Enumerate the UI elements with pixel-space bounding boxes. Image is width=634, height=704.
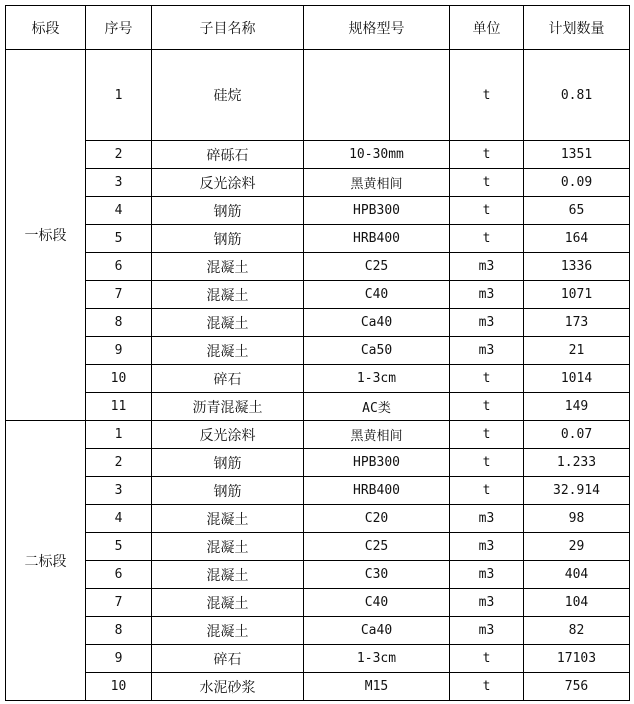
item-name-cell: 混凝土: [152, 561, 304, 589]
header-row: [6, 6, 630, 50]
unit-cell: t: [450, 197, 524, 225]
table-row: [6, 169, 630, 197]
unit-cell: t: [450, 365, 524, 393]
quantity-cell: 1336: [524, 253, 630, 281]
row-number-cell: 7: [86, 281, 152, 309]
quantity-cell: 98: [524, 505, 630, 533]
header-item-name: 子目名称: [152, 6, 304, 50]
table-row: [6, 561, 630, 589]
row-number-cell: 5: [86, 533, 152, 561]
row-number-cell: 6: [86, 561, 152, 589]
row-number-cell: 3: [86, 477, 152, 505]
spec-cell: 黑黄相间: [304, 169, 450, 197]
row-number-cell: 11: [86, 393, 152, 421]
spec-cell: HRB400: [304, 477, 450, 505]
unit-cell: m3: [450, 589, 524, 617]
quantity-cell: 149: [524, 393, 630, 421]
quantity-cell: 173: [524, 309, 630, 337]
spec-cell: 10-30mm: [304, 141, 450, 169]
table-row: [6, 421, 630, 449]
spec-cell: C30: [304, 561, 450, 589]
unit-cell: t: [450, 393, 524, 421]
header-unit: 单位: [450, 6, 524, 50]
item-name-cell: 反光涂料: [152, 169, 304, 197]
row-number-cell: 2: [86, 141, 152, 169]
table-row: [6, 337, 630, 365]
quantity-cell: 0.81: [524, 50, 630, 141]
table-body: [6, 50, 630, 701]
item-name-cell: 钢筋: [152, 449, 304, 477]
unit-cell: t: [450, 449, 524, 477]
header-quantity: 计划数量: [524, 6, 630, 50]
header-spec: 规格型号: [304, 6, 450, 50]
item-name-cell: 碎砾石: [152, 141, 304, 169]
spec-cell: AC类: [304, 393, 450, 421]
table-row: [6, 393, 630, 421]
unit-cell: t: [450, 421, 524, 449]
header-section: 标段: [6, 6, 86, 50]
table-row: [6, 197, 630, 225]
unit-cell: t: [450, 225, 524, 253]
row-number-cell: 9: [86, 645, 152, 673]
quantity-cell: 1014: [524, 365, 630, 393]
item-name-cell: 混凝土: [152, 617, 304, 645]
row-number-cell: 10: [86, 365, 152, 393]
item-name-cell: 混凝土: [152, 337, 304, 365]
unit-cell: m3: [450, 533, 524, 561]
row-number-cell: 4: [86, 197, 152, 225]
row-number-cell: 8: [86, 617, 152, 645]
row-number-cell: 3: [86, 169, 152, 197]
table-row: [6, 50, 630, 141]
spec-cell: Ca50: [304, 337, 450, 365]
item-name-cell: 钢筋: [152, 225, 304, 253]
item-name-cell: 混凝土: [152, 309, 304, 337]
item-name-cell: 钢筋: [152, 197, 304, 225]
item-name-cell: 混凝土: [152, 281, 304, 309]
unit-cell: m3: [450, 617, 524, 645]
quantity-cell: 65: [524, 197, 630, 225]
item-name-cell: 钢筋: [152, 477, 304, 505]
quantity-cell: 1.233: [524, 449, 630, 477]
table-row: [6, 533, 630, 561]
table-row: [6, 365, 630, 393]
unit-cell: m3: [450, 253, 524, 281]
spec-cell: C25: [304, 533, 450, 561]
item-name-cell: 混凝土: [152, 505, 304, 533]
spec-cell: HPB300: [304, 197, 450, 225]
section-name-cell: 二标段: [6, 421, 86, 701]
row-number-cell: 2: [86, 449, 152, 477]
row-number-cell: 4: [86, 505, 152, 533]
item-name-cell: 水泥砂浆: [152, 673, 304, 701]
row-number-cell: 7: [86, 589, 152, 617]
row-number-cell: 8: [86, 309, 152, 337]
spec-cell: C40: [304, 281, 450, 309]
table-row: [6, 253, 630, 281]
item-name-cell: 碎石: [152, 645, 304, 673]
spec-cell: HRB400: [304, 225, 450, 253]
row-number-cell: 1: [86, 421, 152, 449]
quantity-cell: 0.09: [524, 169, 630, 197]
spec-cell: M15: [304, 673, 450, 701]
table-row: [6, 505, 630, 533]
quantity-cell: 756: [524, 673, 630, 701]
table-row: [6, 589, 630, 617]
row-number-cell: 6: [86, 253, 152, 281]
row-number-cell: 5: [86, 225, 152, 253]
quantity-cell: 21: [524, 337, 630, 365]
table-row: [6, 617, 630, 645]
item-name-cell: 硅烷: [152, 50, 304, 141]
row-number-cell: 1: [86, 50, 152, 141]
quantity-cell: 404: [524, 561, 630, 589]
spec-cell: C40: [304, 589, 450, 617]
row-number-cell: 9: [86, 337, 152, 365]
spec-cell: Ca40: [304, 617, 450, 645]
table-row: [6, 673, 630, 701]
quantity-cell: 82: [524, 617, 630, 645]
table-row: [6, 449, 630, 477]
item-name-cell: 沥青混凝土: [152, 393, 304, 421]
item-name-cell: 碎石: [152, 365, 304, 393]
item-name-cell: 反光涂料: [152, 421, 304, 449]
table-row: [6, 281, 630, 309]
quantity-cell: 29: [524, 533, 630, 561]
header-number: 序号: [86, 6, 152, 50]
section-name-cell: 一标段: [6, 50, 86, 421]
table-row: [6, 309, 630, 337]
spec-cell: 黑黄相间: [304, 421, 450, 449]
unit-cell: m3: [450, 561, 524, 589]
table-row: [6, 477, 630, 505]
unit-cell: t: [450, 673, 524, 701]
unit-cell: m3: [450, 505, 524, 533]
row-number-cell: 10: [86, 673, 152, 701]
item-name-cell: 混凝土: [152, 589, 304, 617]
item-name-cell: 混凝土: [152, 533, 304, 561]
spec-cell: C25: [304, 253, 450, 281]
quantity-cell: 164: [524, 225, 630, 253]
table-row: [6, 141, 630, 169]
quantity-cell: 17103: [524, 645, 630, 673]
quantity-cell: 0.07: [524, 421, 630, 449]
unit-cell: t: [450, 477, 524, 505]
unit-cell: t: [450, 141, 524, 169]
unit-cell: m3: [450, 309, 524, 337]
spec-cell: C20: [304, 505, 450, 533]
spec-cell: [304, 50, 450, 141]
quantity-cell: 1071: [524, 281, 630, 309]
unit-cell: t: [450, 645, 524, 673]
unit-cell: m3: [450, 281, 524, 309]
unit-cell: t: [450, 169, 524, 197]
quantity-cell: 32.914: [524, 477, 630, 505]
spec-cell: Ca40: [304, 309, 450, 337]
quantity-cell: 1351: [524, 141, 630, 169]
spec-cell: 1-3cm: [304, 645, 450, 673]
unit-cell: m3: [450, 337, 524, 365]
table-row: [6, 225, 630, 253]
table-row: [6, 645, 630, 673]
item-name-cell: 混凝土: [152, 253, 304, 281]
spec-cell: 1-3cm: [304, 365, 450, 393]
plan-quantity-table: [5, 5, 630, 701]
spec-cell: HPB300: [304, 449, 450, 477]
unit-cell: t: [450, 50, 524, 141]
quantity-cell: 104: [524, 589, 630, 617]
